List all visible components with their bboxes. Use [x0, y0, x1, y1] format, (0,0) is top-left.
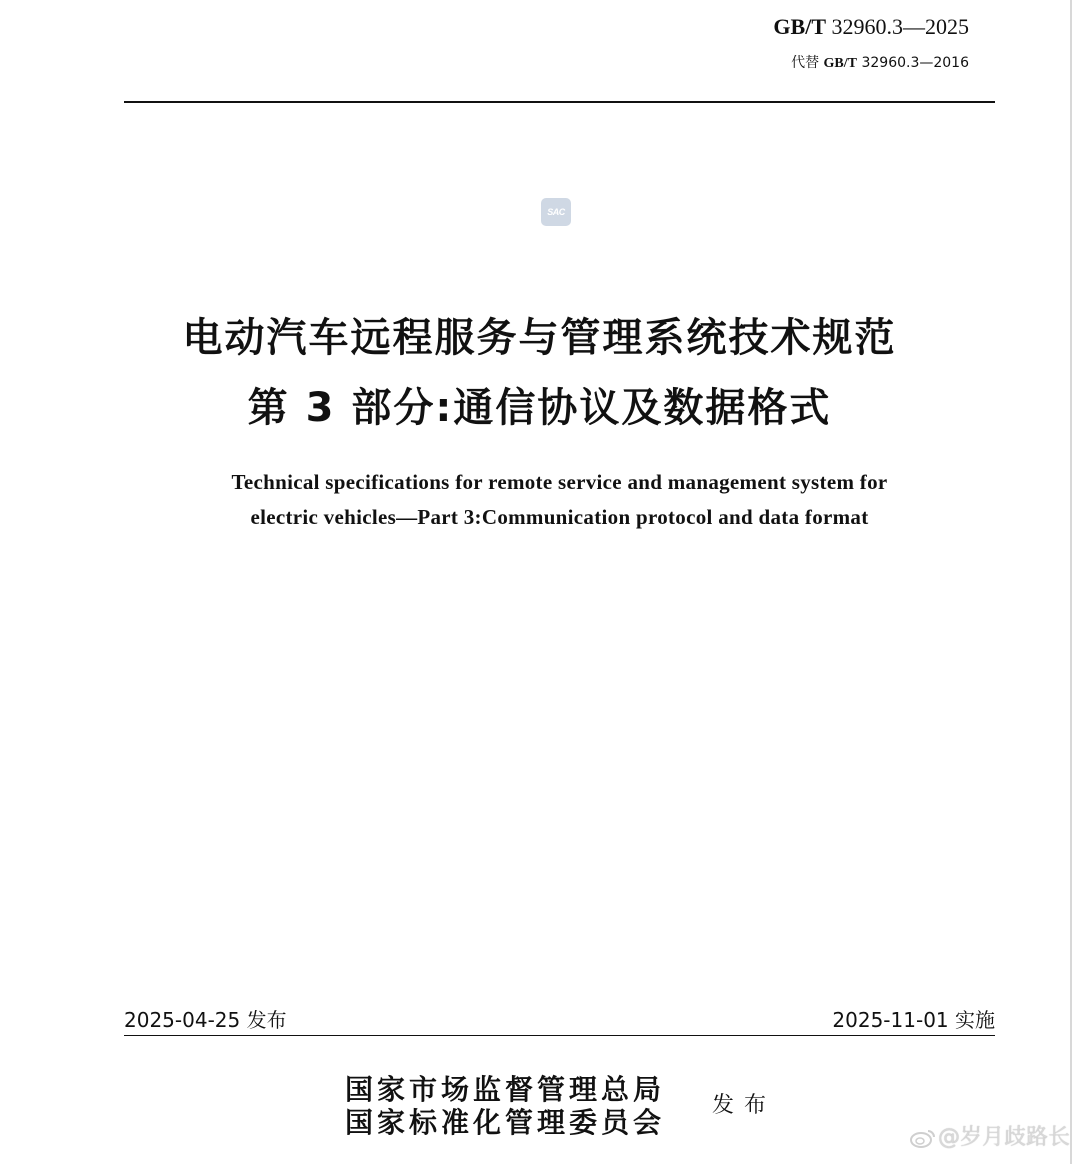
weibo-icon	[910, 1128, 936, 1148]
title-chinese-line1: 电动汽车远程服务与管理系统技术规范	[182, 315, 897, 361]
sac-logo	[541, 198, 571, 226]
weibo-watermark	[910, 1120, 1070, 1151]
replace-label: 代替	[791, 55, 820, 71]
title-english-line1: Technical specifications for remote service and management system for	[231, 470, 888, 494]
issue-label: 发布	[712, 1093, 777, 1118]
title-chinese-line2: 第 3 部分:通信协议及数据格式	[247, 385, 832, 431]
watermark-text: @岁月歧路长	[937, 1125, 1070, 1150]
replace-code-prefix: GB/T	[823, 56, 858, 71]
sac-logo-text: SAC	[547, 207, 565, 217]
header-divider	[124, 101, 995, 103]
footer-divider	[124, 1035, 995, 1036]
standard-code-number: 32960.3—2025	[831, 14, 969, 39]
title-english-line2: electric vehicles—Part 3:Communication protocol and data format	[250, 505, 869, 529]
implement-date: 2025-11-01 实施	[832, 1008, 995, 1032]
standard-number	[773, 14, 969, 40]
replace-code-number: 32960.3—2016	[861, 55, 969, 71]
issuer-sac: 国家标准化管理委员会	[345, 1106, 666, 1139]
publish-date: 2025-04-25 发布	[124, 1008, 287, 1032]
replaces-standard	[791, 52, 969, 72]
issuer-samr: 国家市场监督管理总局	[345, 1073, 666, 1106]
standard-code-prefix: GB/T	[773, 14, 826, 39]
page-edge-border	[1070, 0, 1072, 1164]
